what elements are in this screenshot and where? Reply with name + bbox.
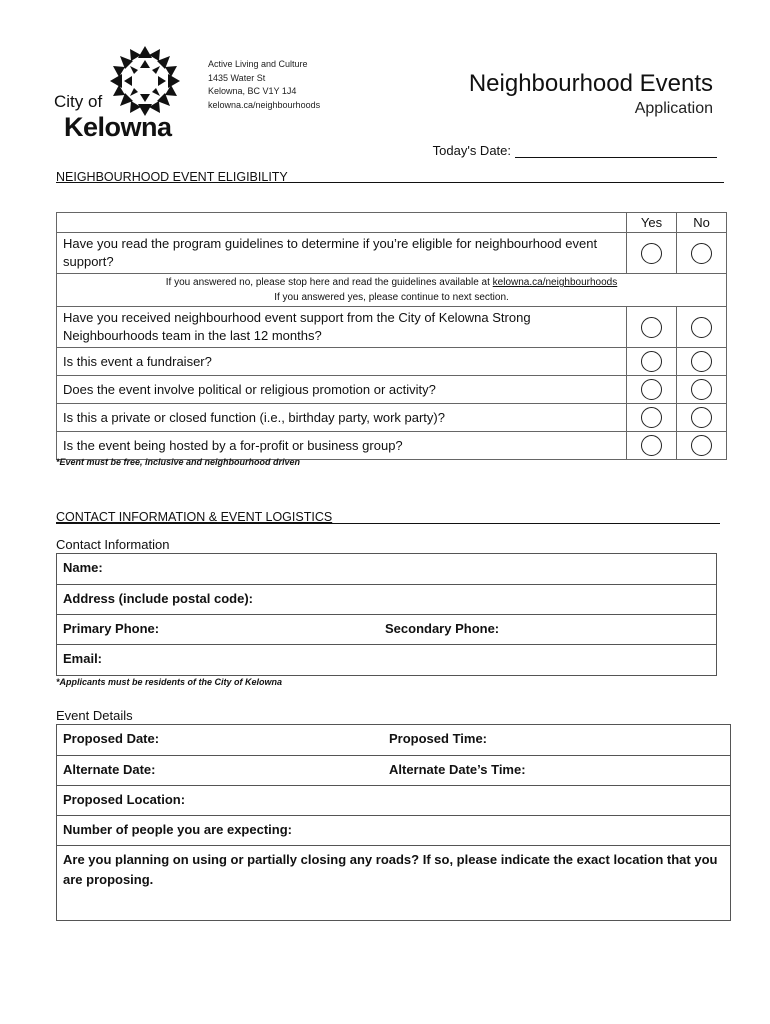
location-field[interactable] xyxy=(57,786,730,816)
alternate-row xyxy=(57,756,730,786)
q2-no-radio[interactable] xyxy=(677,307,727,348)
logo-kelowna: Kelowna xyxy=(64,112,172,142)
form-subtitle: Application xyxy=(634,100,713,117)
note-text: If you answered no, please stop here and read the guidelines available at xyxy=(165,277,493,288)
email-field[interactable] xyxy=(57,645,716,675)
roads-field[interactable] xyxy=(57,846,730,920)
radio-circle-icon xyxy=(691,379,712,400)
form-title: Neighbourhood Events xyxy=(468,70,713,97)
table-row-note xyxy=(57,274,727,307)
no-column-header: No xyxy=(677,213,727,233)
q1-yes-radio[interactable] xyxy=(627,233,677,274)
address-line: Kelowna, BC V1Y 1J4 xyxy=(208,86,297,96)
address-url: kelowna.ca/neighbourhoods xyxy=(208,99,321,110)
address-line: Active Living and Culture xyxy=(208,59,308,69)
event-subheading: Event Details xyxy=(56,708,133,723)
date-time-row xyxy=(57,725,730,756)
contact-footnote: *Applicants must be residents of the City of Kelowna xyxy=(56,677,283,687)
q4-yes-radio[interactable] xyxy=(627,376,677,404)
location-label: Proposed Location: xyxy=(63,792,186,807)
table-row xyxy=(57,432,727,460)
q5-yes-radio[interactable] xyxy=(627,404,677,432)
people-label: Number of people you are expecting: xyxy=(63,822,292,837)
eligibility-footnote: *Event must be free, inclusive and neighbourhood driven xyxy=(56,457,301,467)
people-field[interactable] xyxy=(57,816,730,846)
q2-yes-radio[interactable] xyxy=(627,307,677,348)
city-logo xyxy=(52,44,184,144)
primary-phone-label[interactable]: Primary Phone: xyxy=(63,621,160,636)
q6-no-radio[interactable] xyxy=(677,432,727,460)
todays-date-field xyxy=(433,143,717,158)
question-5: Is this a private or closed function (i.e., birthday party, work party)? xyxy=(57,404,627,432)
table-header-blank xyxy=(57,213,627,233)
todays-date-input-line[interactable] xyxy=(515,144,717,158)
question-4: Does the event involve political or religious promotion or activity? xyxy=(57,376,627,404)
radio-circle-icon xyxy=(641,435,662,456)
radio-circle-icon xyxy=(641,351,662,372)
question-3: Is this event a fundraiser? xyxy=(57,348,627,376)
proposed-date-label[interactable]: Proposed Date: xyxy=(63,731,160,746)
radio-circle-icon xyxy=(691,351,712,372)
email-label: Email: xyxy=(63,651,103,666)
contact-form xyxy=(56,553,717,676)
alternate-time-label[interactable]: Alternate Date’s Time: xyxy=(389,762,526,777)
address-line: 1435 Water St xyxy=(208,72,266,83)
q4-no-radio[interactable] xyxy=(677,376,727,404)
note-text-continue: If you answered yes, please continue to next section. xyxy=(274,292,509,303)
proposed-time-label[interactable]: Proposed Time: xyxy=(389,731,488,746)
question-2: Have you received neighbourhood event support from the City of Kelowna Strong Neighbourhoods team in the last 12 months? xyxy=(57,307,627,348)
radio-circle-icon xyxy=(641,243,662,264)
phone-row xyxy=(57,615,716,645)
contact-subheading: Contact Information xyxy=(56,537,170,552)
alternate-date-label[interactable]: Alternate Date: xyxy=(63,762,156,777)
radio-circle-icon xyxy=(691,407,712,428)
radio-circle-icon xyxy=(691,317,712,338)
radio-circle-icon xyxy=(641,317,662,338)
yes-column-header: Yes xyxy=(627,213,677,233)
eligibility-table xyxy=(56,212,727,460)
eligibility-heading: NEIGHBOURHOOD EVENT ELIGIBILITY xyxy=(56,170,288,184)
eligibility-heading-rule xyxy=(56,182,724,183)
q6-yes-radio[interactable] xyxy=(627,432,677,460)
guidelines-note xyxy=(57,274,727,307)
table-header-row xyxy=(57,213,727,233)
address-label: Address (include postal code): xyxy=(63,591,253,606)
table-row xyxy=(57,307,727,348)
office-address xyxy=(208,58,320,112)
logo-city-of: City of xyxy=(54,92,103,111)
q5-no-radio[interactable] xyxy=(677,404,727,432)
radio-circle-icon xyxy=(641,407,662,428)
radio-circle-icon xyxy=(691,435,712,456)
radio-circle-icon xyxy=(691,243,712,264)
name-field[interactable] xyxy=(57,554,716,585)
q1-no-radio[interactable] xyxy=(677,233,727,274)
q3-yes-radio[interactable] xyxy=(627,348,677,376)
secondary-phone-label[interactable]: Secondary Phone: xyxy=(385,621,500,636)
question-1: Have you read the program guidelines to determine if you’re eligible for neighbourhood event support? xyxy=(57,233,627,274)
address-field[interactable] xyxy=(57,585,716,615)
q3-no-radio[interactable] xyxy=(677,348,727,376)
name-label: Name: xyxy=(63,560,103,575)
table-row xyxy=(57,404,727,432)
table-row xyxy=(57,233,727,274)
roads-label: Are you planning on using or partially closing any roads? If so, please indicate the exact location that you are proposing. xyxy=(63,852,718,887)
radio-circle-icon xyxy=(641,379,662,400)
table-row xyxy=(57,348,727,376)
kelowna-logo-icon xyxy=(108,44,182,118)
todays-date-label: Today's Date: xyxy=(432,143,511,158)
guidelines-link[interactable]: kelowna.ca/neighbourhoods xyxy=(492,277,618,288)
event-form xyxy=(56,724,731,921)
contact-heading: CONTACT INFORMATION & EVENT LOGISTICS xyxy=(56,510,333,524)
contact-heading-rule xyxy=(56,523,720,524)
question-6: Is the event being hosted by a for-profit or business group? xyxy=(57,432,627,460)
table-row xyxy=(57,376,727,404)
